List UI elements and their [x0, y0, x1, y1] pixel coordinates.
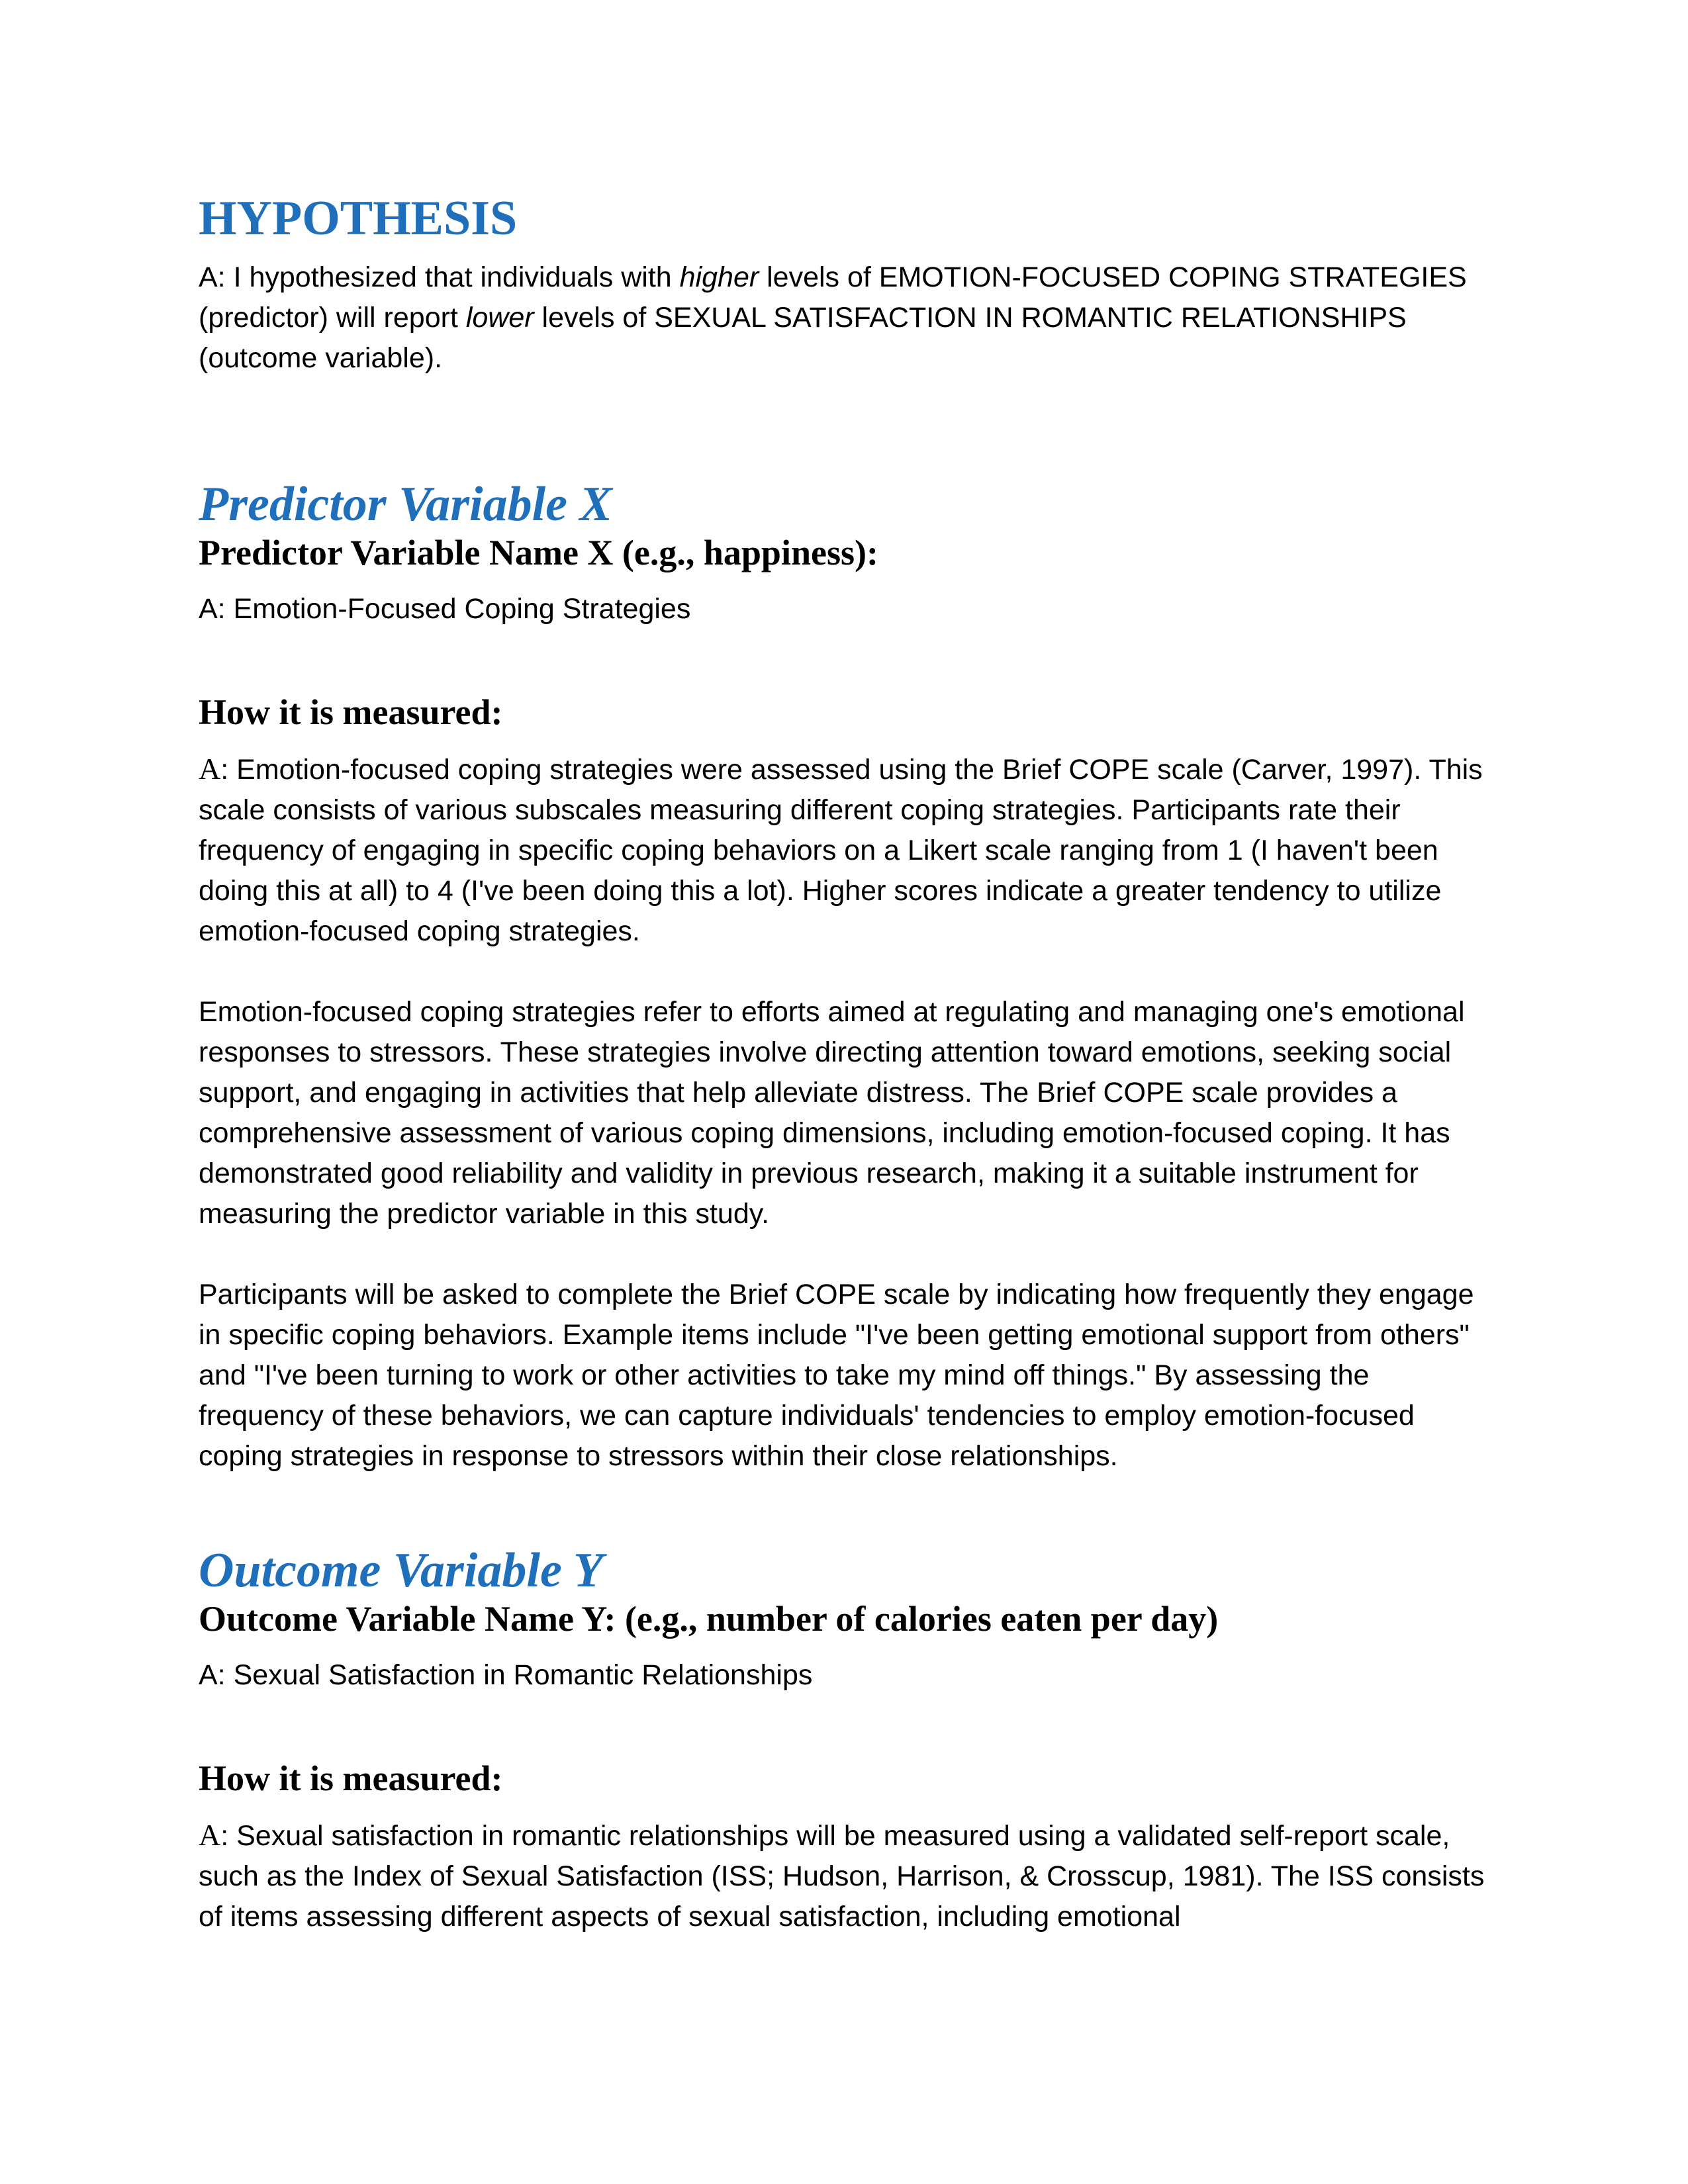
hypothesis-prefix: A: I hypothesized that individuals with [199, 261, 680, 293]
predictor-measured-label: How it is measured: [199, 692, 503, 732]
outcome-name-label: Outcome Variable Name Y: (e.g., number of calories eaten per day) [199, 1599, 1219, 1639]
hypothesis-rest: levels of SEXUAL SATISFACTION IN ROMANTIC RELATIONSHIPS (outcome variable). [199, 302, 1407, 374]
predictor-name-label: Predictor Variable Name X (e.g., happiness): [199, 533, 878, 572]
hypothesis-statement [199, 257, 1496, 379]
hypothesis-emphasis-lower: lower [465, 302, 534, 334]
predictor-measure-paragraph-2: Emotion-focused coping strategies refer to efforts aimed at regulating and managing one's emotional responses to stressors. These strategies involve directing attention toward emotions, seeking social support, and engaging in activities that help alleviate distress. The Brief COPE scale provides a comprehensive assessment of various coping dimensions, including emotion-focused coping. It has demonstrated good reliability and validity in previous research, making it a suitable instrument for measuring the predictor variable in this study. [199, 996, 1465, 1230]
outcome-name-answer: A: Sexual Satisfaction in Romantic Relationships [199, 1659, 813, 1691]
hypothesis-emphasis-higher: higher [679, 261, 759, 293]
predictor-section-title: Predictor Variable X [199, 477, 612, 531]
document-page [199, 189, 1496, 1937]
outcome-section-title: Outcome Variable Y [199, 1543, 604, 1598]
hypothesis-middle: levels of EMOTION-FOCUSED COPING STRATEGIES (predictor) will report [199, 261, 1467, 334]
outcome-measure-paragraph-1 [199, 1815, 1496, 1937]
predictor-name-answer: A: Emotion-Focused Coping Strategies [199, 593, 691, 625]
predictor-paragraph-1-text: : Emotion-focused coping strategies were assessed using the Brief COPE scale (Carver, 1997). This scale consists of various subscales measuring different coping strategies. Participants rate their frequency of engaging in specific coping behaviors on a Likert scale ranging from 1 (I haven't been doing this at all) to 4 (I've been doing this a lot). Higher scores indicate a greater tendency to utilize emotion-focused coping strategies. [199, 754, 1483, 947]
outcome-answer-prefix: A [199, 1818, 221, 1852]
outcome-paragraph-1-text: : Sexual satisfaction in romantic relationships will be measured using a validated self-report scale, such as the Index of Sexual Satisfaction (ISS; Hudson, Harrison, & Crosscup, 1981). The ISS consists of items assessing different aspects of sexual satisfaction, including emotional [199, 1820, 1485, 1933]
predictor-measure-paragraph-1 [199, 749, 1496, 952]
predictor-measure-paragraph-3: Participants will be asked to complete the Brief COPE scale by indicating how frequently they engage in specific coping behaviors. Example items include "I've been getting emotional support from others" and "I've been turning to work or other activities to take my mind off things." By assessing the frequency of these behaviors, we can capture individuals' tendencies to employ emotion-focused coping strategies in response to stressors within their close relationships. [199, 1279, 1474, 1472]
predictor-answer-prefix: A [199, 752, 221, 786]
outcome-measured-label: How it is measured: [199, 1758, 503, 1798]
hypothesis-title: HYPOTHESIS [199, 191, 518, 246]
